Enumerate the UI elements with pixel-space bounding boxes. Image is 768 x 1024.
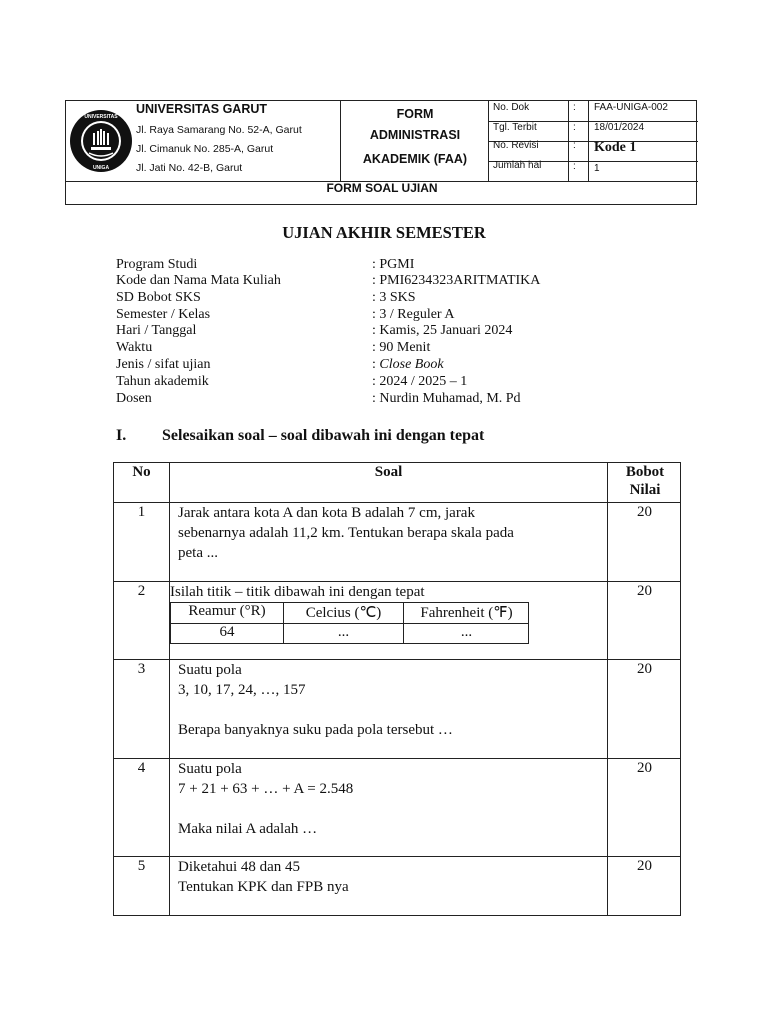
- meta-colon: :: [573, 122, 576, 133]
- svg-text:UNIVERSITAS: UNIVERSITAS: [84, 114, 118, 120]
- form-title-line: FORM: [396, 107, 434, 121]
- subtable-header-fahrenheit: Fahrenheit (℉): [420, 605, 513, 621]
- question-text: [178, 660, 598, 740]
- meta-value-no-dok: FAA-UNIGA-002: [594, 102, 668, 113]
- university-logo: [69, 109, 133, 173]
- info-value-italic: Close Book: [379, 357, 444, 372]
- exam-title: UJIAN AKHIR SEMESTER: [282, 223, 486, 242]
- info-value: : PGMI: [372, 257, 415, 272]
- address-line: Jl. Raya Samarang No. 52-A, Garut: [136, 124, 302, 136]
- question-number: 5: [137, 858, 146, 874]
- question-line: Jarak antara kota A dan kota B adalah 7 cm, jarak: [178, 505, 475, 521]
- form-soal-title: FORM SOAL UJIAN: [326, 181, 438, 195]
- info-value: : PMI6234323ARITMATIKA: [372, 273, 541, 288]
- question-line: Diketahui 48 dan 45: [178, 859, 301, 875]
- question-line: [178, 700, 598, 720]
- question-line: Maka nilai A adalah …: [178, 821, 318, 837]
- question-text: [178, 759, 598, 839]
- question-text: [178, 503, 598, 563]
- info-label: Kode dan Nama Mata Kuliah: [116, 273, 281, 288]
- section-title: Selesaikan soal – soal dibawah ini dengan tepat: [162, 427, 485, 444]
- question-line: [178, 799, 598, 819]
- question-table: [113, 462, 681, 916]
- question-score: 20: [637, 760, 652, 776]
- column-header-soal: Soal: [374, 464, 403, 480]
- question-text: [170, 582, 590, 602]
- info-value: : 90 Menit: [372, 340, 431, 355]
- address-line: Jl. Jati No. 42-B, Garut: [136, 162, 243, 174]
- info-label: SD Bobot SKS: [116, 290, 201, 305]
- question-line: 3, 10, 17, 24, …, 157: [178, 682, 306, 698]
- question-number: 3: [137, 661, 146, 677]
- meta-value-jumlah-hal: 1: [594, 163, 600, 174]
- info-value: : Kamis, 25 Januari 2024: [372, 323, 513, 338]
- column-header-no: No: [132, 464, 151, 480]
- meta-colon: :: [573, 161, 576, 172]
- info-label: Dosen: [116, 391, 152, 406]
- column-header-bobot: Bobot: [625, 464, 665, 480]
- info-label: Jenis / sifat ujian: [116, 357, 211, 372]
- temperature-subtable: [170, 602, 529, 644]
- question-line: Suatu pola: [178, 761, 242, 777]
- address-line: Jl. Cimanuk No. 285-A, Garut: [136, 143, 274, 155]
- meta-colon: :: [573, 102, 576, 113]
- question-line: Tentukan KPK dan FPB nya: [178, 879, 349, 895]
- meta-value-tgl-terbit: 18/01/2024: [594, 122, 645, 133]
- subtable-value-celcius: ...: [337, 624, 350, 640]
- meta-label-jumlah-hal: Jumlah hal: [493, 160, 542, 171]
- question-line: peta ...: [178, 545, 218, 561]
- info-label: Semester / Kelas: [116, 307, 211, 322]
- question-score: 20: [637, 504, 652, 520]
- document-header: [65, 100, 697, 205]
- info-value: : 3 / Reguler A: [372, 307, 455, 322]
- subtable-header-celcius: Celcius (℃): [305, 605, 382, 621]
- meta-colon: :: [573, 140, 576, 151]
- question-line: Berapa banyaknya suku pada pola tersebut …: [178, 722, 453, 738]
- section-number: I.: [116, 427, 127, 444]
- question-line: Isilah titik – titik dibawah ini dengan tepat: [170, 584, 425, 600]
- question-line: sebenarnya adalah 11,2 km. Tentukan berapa skala pada: [178, 525, 514, 541]
- info-value: : 2024 / 2025 – 1: [372, 374, 468, 389]
- question-number: 2: [137, 583, 146, 599]
- meta-value-no-revisi: Kode 1: [594, 140, 637, 155]
- question-number: 1: [137, 504, 146, 520]
- meta-label-no-dok: No. Dok: [493, 102, 530, 113]
- info-value: : 3 SKS: [372, 290, 416, 305]
- subtable-value-reamur: 64: [219, 624, 235, 640]
- info-label: Waktu: [116, 340, 153, 355]
- form-title-line: AKADEMIK (FAA): [362, 152, 468, 166]
- question-text: [178, 857, 598, 897]
- info-value: [372, 356, 444, 373]
- info-label: Tahun akademik: [116, 374, 209, 389]
- question-line: Suatu pola: [178, 662, 242, 678]
- column-header-nilai: Nilai: [629, 482, 661, 498]
- meta-label-tgl-terbit: Tgl. Terbit: [493, 122, 537, 133]
- meta-label-no-revisi: No. Revisi: [493, 140, 539, 151]
- info-label: Program Studi: [116, 257, 198, 272]
- university-name: UNIVERSITAS GARUT: [136, 102, 268, 116]
- question-score: 20: [637, 583, 652, 599]
- info-value-prefix: :: [372, 357, 380, 372]
- subtable-header-reamur: Reamur (°R): [188, 603, 266, 619]
- question-number: 4: [137, 760, 146, 776]
- info-label: Hari / Tanggal: [116, 323, 197, 338]
- form-title-line: ADMINISTRASI: [369, 128, 461, 142]
- question-line: 7 + 21 + 63 + … + A = 2.548: [178, 781, 354, 797]
- subtable-value-fahrenheit: ...: [460, 624, 473, 640]
- svg-text:UNIGA: UNIGA: [92, 165, 110, 171]
- info-value: : Nurdin Muhamad, M. Pd: [372, 391, 521, 406]
- question-score: 20: [637, 858, 652, 874]
- question-score: 20: [637, 661, 652, 677]
